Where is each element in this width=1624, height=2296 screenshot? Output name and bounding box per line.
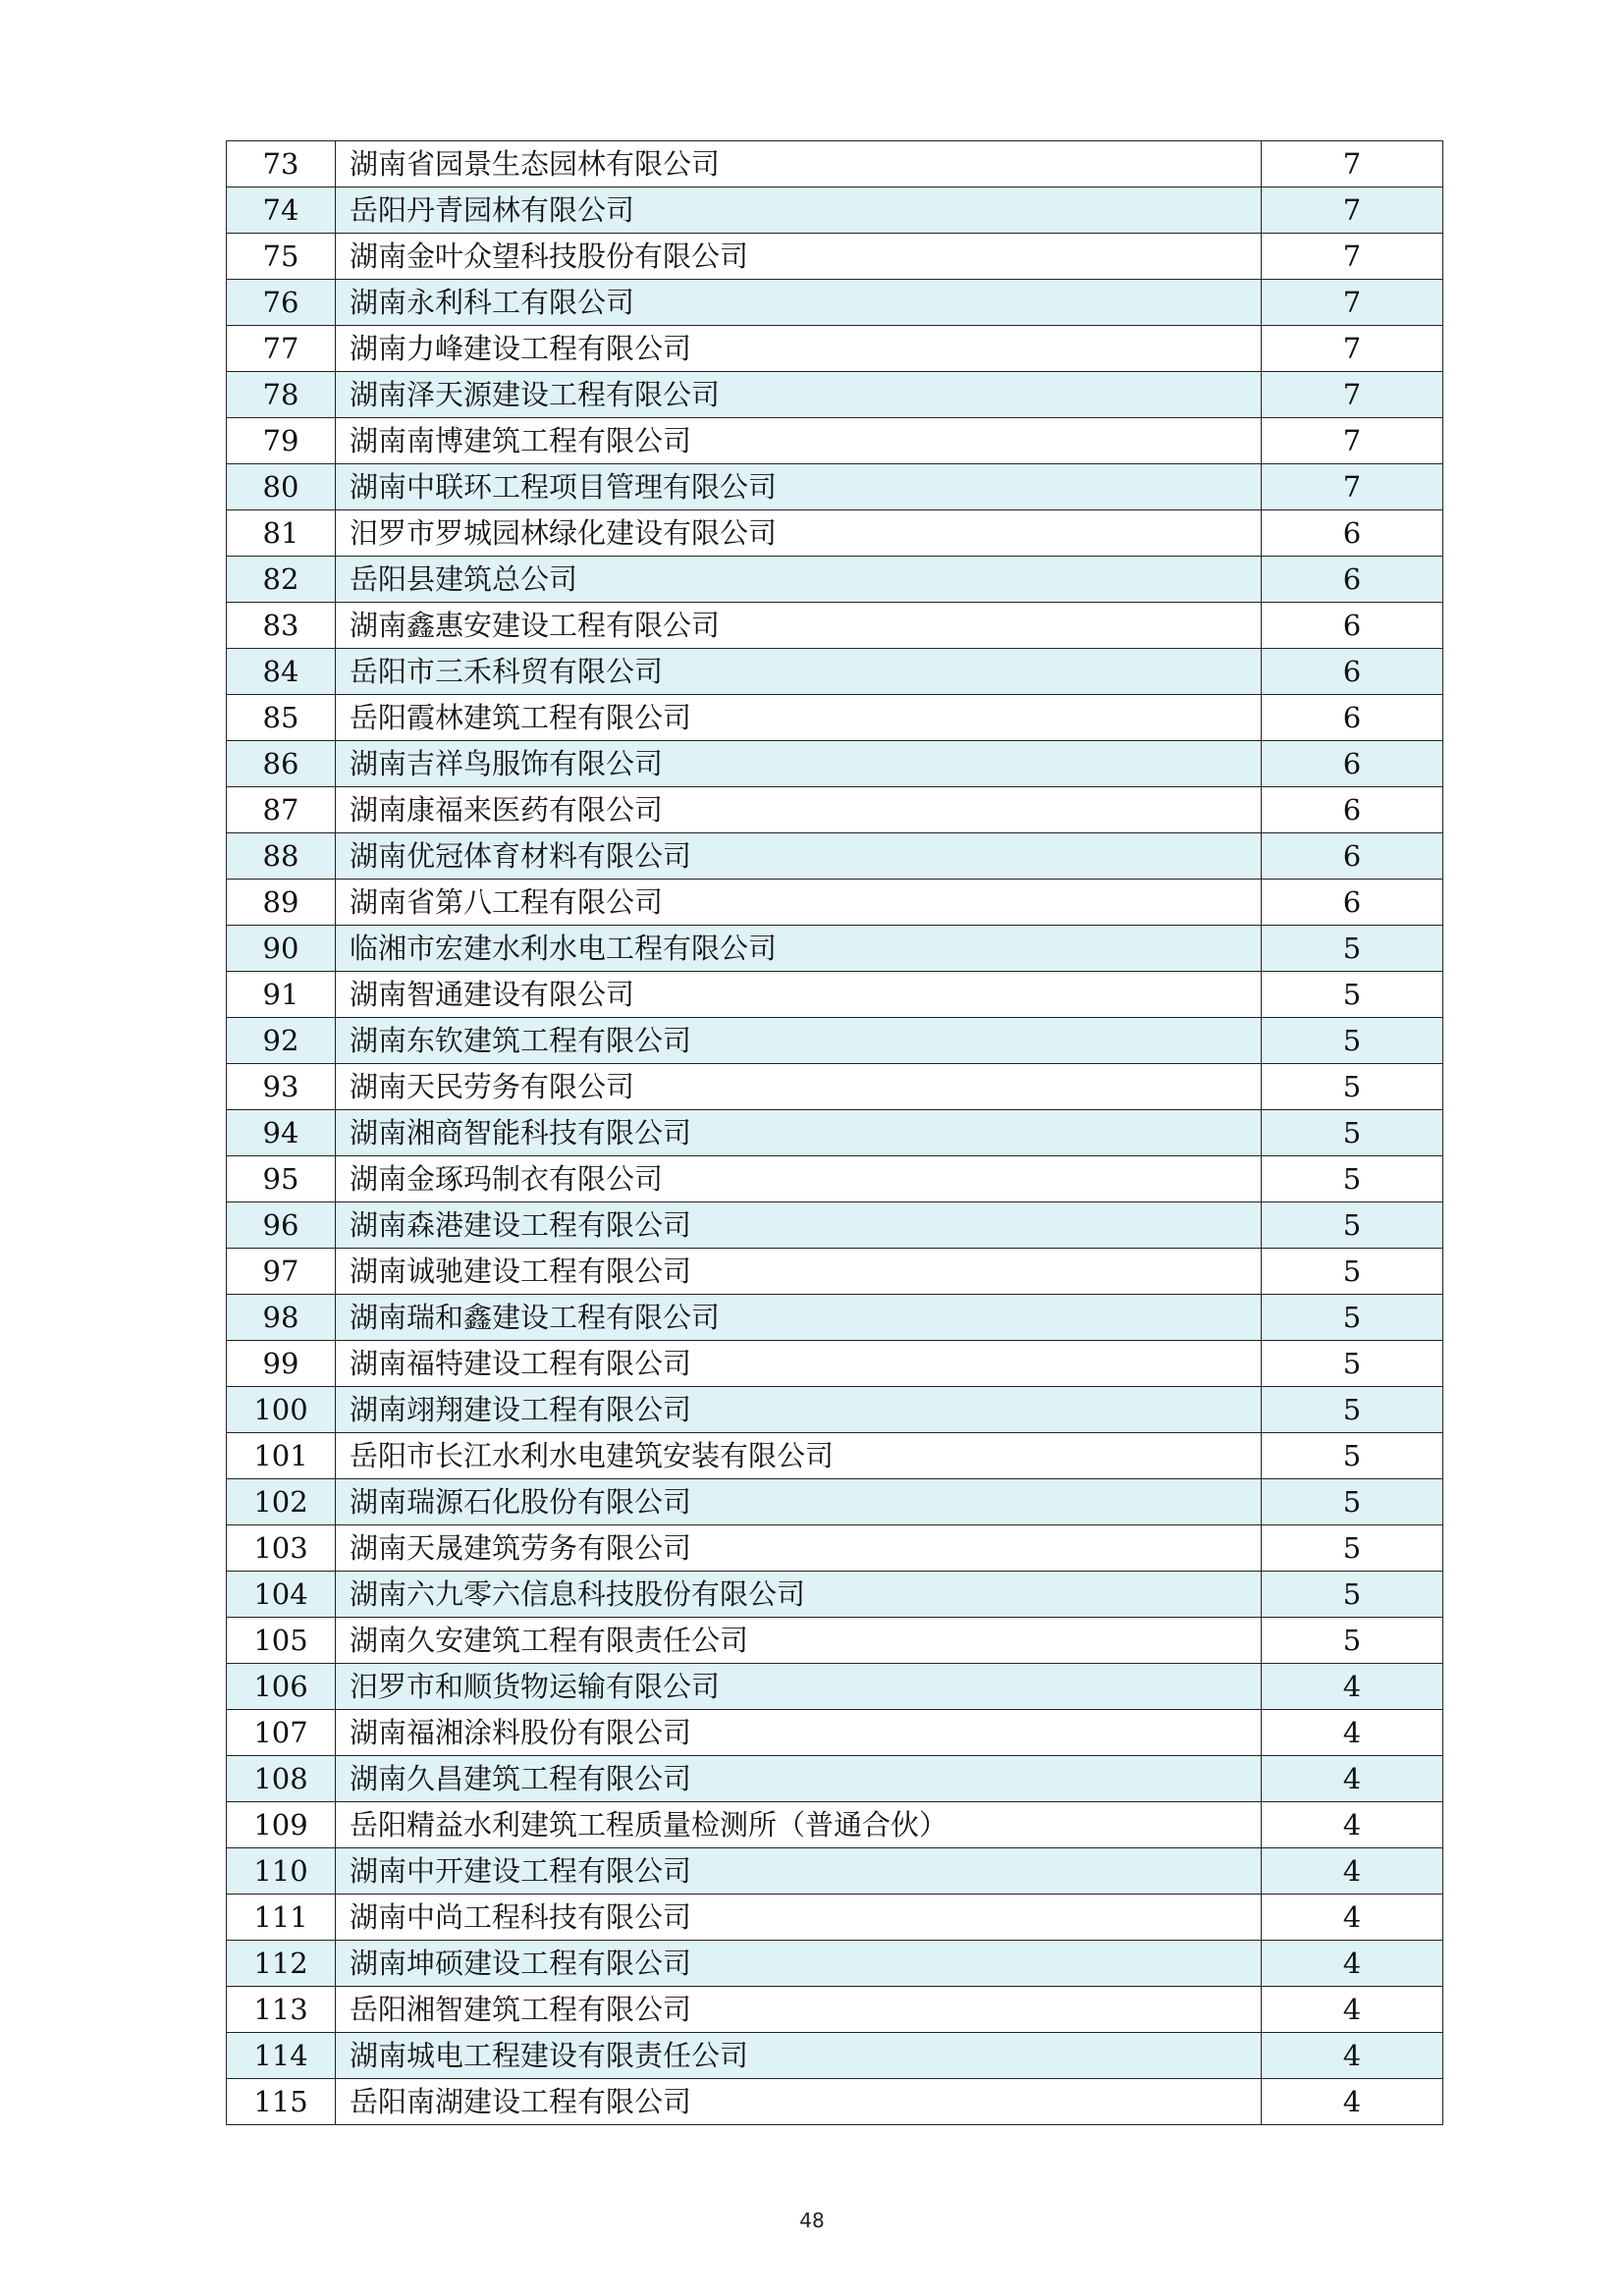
row-number-cell: 99 [227,1341,336,1387]
table-row [227,603,1443,649]
company-name-cell: 湖南永利科工有限公司 [336,280,1262,326]
row-number-cell: 113 [227,1987,336,2033]
row-number-cell: 98 [227,1295,336,1341]
table-row [227,372,1443,418]
company-name-cell: 湖南金琢玛制衣有限公司 [336,1156,1262,1202]
count-cell: 7 [1262,418,1443,464]
count-cell: 4 [1262,1941,1443,1987]
count-cell: 5 [1262,1110,1443,1156]
row-number-cell: 111 [227,1895,336,1941]
table-row [227,926,1443,972]
company-name-cell: 岳阳丹青园林有限公司 [336,187,1262,234]
table-row [227,1525,1443,1572]
company-name-cell: 湖南森港建设工程有限公司 [336,1202,1262,1249]
table-row [227,2033,1443,2079]
table-row [227,1479,1443,1525]
company-name-cell: 湖南湘商智能科技有限公司 [336,1110,1262,1156]
row-number-cell: 95 [227,1156,336,1202]
count-cell: 4 [1262,1664,1443,1710]
count-cell: 7 [1262,141,1443,187]
table-row [227,1156,1443,1202]
row-number-cell: 100 [227,1387,336,1433]
count-cell: 4 [1262,1710,1443,1756]
table-row [227,1895,1443,1941]
row-number-cell: 77 [227,326,336,372]
company-name-cell: 湖南天晟建筑劳务有限公司 [336,1525,1262,1572]
count-cell: 5 [1262,1572,1443,1618]
row-number-cell: 104 [227,1572,336,1618]
table-row [227,187,1443,234]
count-cell: 4 [1262,1895,1443,1941]
company-name-cell: 岳阳市三禾科贸有限公司 [336,649,1262,695]
count-cell: 6 [1262,603,1443,649]
table-row [227,1249,1443,1295]
company-name-cell: 湖南翊翔建设工程有限公司 [336,1387,1262,1433]
row-number-cell: 92 [227,1018,336,1064]
table-row [227,1295,1443,1341]
row-number-cell: 103 [227,1525,336,1572]
table-row [227,787,1443,833]
row-number-cell: 89 [227,880,336,926]
table-row [227,234,1443,280]
count-cell: 6 [1262,833,1443,880]
count-cell: 4 [1262,1802,1443,1848]
table-row [227,741,1443,787]
count-cell: 5 [1262,1433,1443,1479]
row-number-cell: 112 [227,1941,336,1987]
table-row [227,1202,1443,1249]
company-name-cell: 湖南瑞源石化股份有限公司 [336,1479,1262,1525]
count-cell: 5 [1262,1479,1443,1525]
table-row [227,1618,1443,1664]
page-number: 48 [799,2209,825,2232]
count-cell: 5 [1262,1202,1443,1249]
table-row [227,326,1443,372]
company-name-cell: 湖南南博建筑工程有限公司 [336,418,1262,464]
company-name-cell: 湖南福湘涂料股份有限公司 [336,1710,1262,1756]
row-number-cell: 84 [227,649,336,695]
table-row [227,1064,1443,1110]
company-name-cell: 湖南天民劳务有限公司 [336,1064,1262,1110]
table-row [227,464,1443,510]
company-name-cell: 岳阳霞林建筑工程有限公司 [336,695,1262,741]
row-number-cell: 85 [227,695,336,741]
company-name-cell: 湖南久安建筑工程有限责任公司 [336,1618,1262,1664]
company-name-cell: 湖南鑫惠安建设工程有限公司 [336,603,1262,649]
table-row [227,880,1443,926]
table-row [227,1433,1443,1479]
count-cell: 5 [1262,1064,1443,1110]
count-cell: 5 [1262,1295,1443,1341]
count-cell: 7 [1262,326,1443,372]
company-name-cell: 岳阳市长江水利水电建筑安装有限公司 [336,1433,1262,1479]
table-row [227,1018,1443,1064]
table-row [227,695,1443,741]
row-number-cell: 74 [227,187,336,234]
table-row [227,1572,1443,1618]
count-cell: 6 [1262,787,1443,833]
row-number-cell: 109 [227,1802,336,1848]
row-number-cell: 115 [227,2079,336,2125]
table-row [227,141,1443,187]
row-number-cell: 108 [227,1756,336,1802]
count-cell: 4 [1262,2079,1443,2125]
table-row [227,418,1443,464]
row-number-cell: 114 [227,2033,336,2079]
count-cell: 4 [1262,1756,1443,1802]
row-number-cell: 73 [227,141,336,187]
count-cell: 6 [1262,649,1443,695]
company-name-cell: 湖南吉祥鸟服饰有限公司 [336,741,1262,787]
company-name-cell: 湖南中尚工程科技有限公司 [336,1895,1262,1941]
row-number-cell: 81 [227,510,336,557]
table-row [227,510,1443,557]
company-name-cell: 湖南金叶众望科技股份有限公司 [336,234,1262,280]
company-name-cell: 湖南中开建设工程有限公司 [336,1848,1262,1895]
row-number-cell: 86 [227,741,336,787]
table-row [227,649,1443,695]
row-number-cell: 87 [227,787,336,833]
table-row [227,1941,1443,1987]
row-number-cell: 105 [227,1618,336,1664]
company-name-cell: 湖南康福来医药有限公司 [336,787,1262,833]
table-row [227,833,1443,880]
count-cell: 7 [1262,372,1443,418]
company-name-cell: 湖南城电工程建设有限责任公司 [336,2033,1262,2079]
count-cell: 6 [1262,741,1443,787]
count-cell: 6 [1262,510,1443,557]
row-number-cell: 96 [227,1202,336,1249]
row-number-cell: 88 [227,833,336,880]
company-name-cell: 湖南力峰建设工程有限公司 [336,326,1262,372]
table-row [227,1756,1443,1802]
company-name-cell: 湖南智通建设有限公司 [336,972,1262,1018]
company-name-cell: 湖南瑞和鑫建设工程有限公司 [336,1295,1262,1341]
table-row [227,1710,1443,1756]
count-cell: 5 [1262,1018,1443,1064]
table-body [227,141,1443,2125]
count-cell: 6 [1262,695,1443,741]
row-number-cell: 94 [227,1110,336,1156]
company-name-cell: 湖南省第八工程有限公司 [336,880,1262,926]
row-number-cell: 80 [227,464,336,510]
row-number-cell: 91 [227,972,336,1018]
count-cell: 5 [1262,1618,1443,1664]
company-name-cell: 湖南中联环工程项目管理有限公司 [336,464,1262,510]
count-cell: 5 [1262,1249,1443,1295]
table-row [227,557,1443,603]
company-name-cell: 汨罗市和顺货物运输有限公司 [336,1664,1262,1710]
table-row [227,1848,1443,1895]
row-number-cell: 93 [227,1064,336,1110]
row-number-cell: 76 [227,280,336,326]
company-name-cell: 岳阳精益水利建筑工程质量检测所（普通合伙） [336,1802,1262,1848]
count-cell: 5 [1262,926,1443,972]
row-number-cell: 97 [227,1249,336,1295]
company-name-cell: 湖南久昌建筑工程有限公司 [336,1756,1262,1802]
row-number-cell: 83 [227,603,336,649]
company-ranking-table [226,140,1443,2125]
table-row [227,1387,1443,1433]
company-name-cell: 湖南福特建设工程有限公司 [336,1341,1262,1387]
table-row [227,280,1443,326]
row-number-cell: 106 [227,1664,336,1710]
count-cell: 4 [1262,1848,1443,1895]
count-cell: 7 [1262,280,1443,326]
company-name-cell: 岳阳湘智建筑工程有限公司 [336,1987,1262,2033]
table-row [227,972,1443,1018]
count-cell: 6 [1262,880,1443,926]
company-name-cell: 岳阳县建筑总公司 [336,557,1262,603]
row-number-cell: 110 [227,1848,336,1895]
company-name-cell: 湖南泽天源建设工程有限公司 [336,372,1262,418]
count-cell: 5 [1262,1341,1443,1387]
count-cell: 7 [1262,234,1443,280]
row-number-cell: 90 [227,926,336,972]
company-name-cell: 湖南省园景生态园林有限公司 [336,141,1262,187]
table-row [227,1664,1443,1710]
company-name-cell: 湖南六九零六信息科技股份有限公司 [336,1572,1262,1618]
company-name-cell: 湖南东钦建筑工程有限公司 [336,1018,1262,1064]
count-cell: 4 [1262,1987,1443,2033]
count-cell: 7 [1262,187,1443,234]
row-number-cell: 107 [227,1710,336,1756]
table-row [227,1987,1443,2033]
count-cell: 5 [1262,1525,1443,1572]
count-cell: 5 [1262,972,1443,1018]
company-name-cell: 湖南坤硕建设工程有限公司 [336,1941,1262,1987]
table-row [227,1802,1443,1848]
row-number-cell: 101 [227,1433,336,1479]
company-name-cell: 湖南诚驰建设工程有限公司 [336,1249,1262,1295]
count-cell: 4 [1262,2033,1443,2079]
company-name-cell: 岳阳南湖建设工程有限公司 [336,2079,1262,2125]
count-cell: 5 [1262,1156,1443,1202]
company-name-cell: 汨罗市罗城园林绿化建设有限公司 [336,510,1262,557]
table-row [227,1110,1443,1156]
count-cell: 5 [1262,1387,1443,1433]
table-row [227,1341,1443,1387]
row-number-cell: 82 [227,557,336,603]
row-number-cell: 75 [227,234,336,280]
count-cell: 7 [1262,464,1443,510]
company-name-cell: 湖南优冠体育材料有限公司 [336,833,1262,880]
row-number-cell: 79 [227,418,336,464]
table-row [227,2079,1443,2125]
company-name-cell: 临湘市宏建水利水电工程有限公司 [336,926,1262,972]
count-cell: 6 [1262,557,1443,603]
row-number-cell: 78 [227,372,336,418]
row-number-cell: 102 [227,1479,336,1525]
